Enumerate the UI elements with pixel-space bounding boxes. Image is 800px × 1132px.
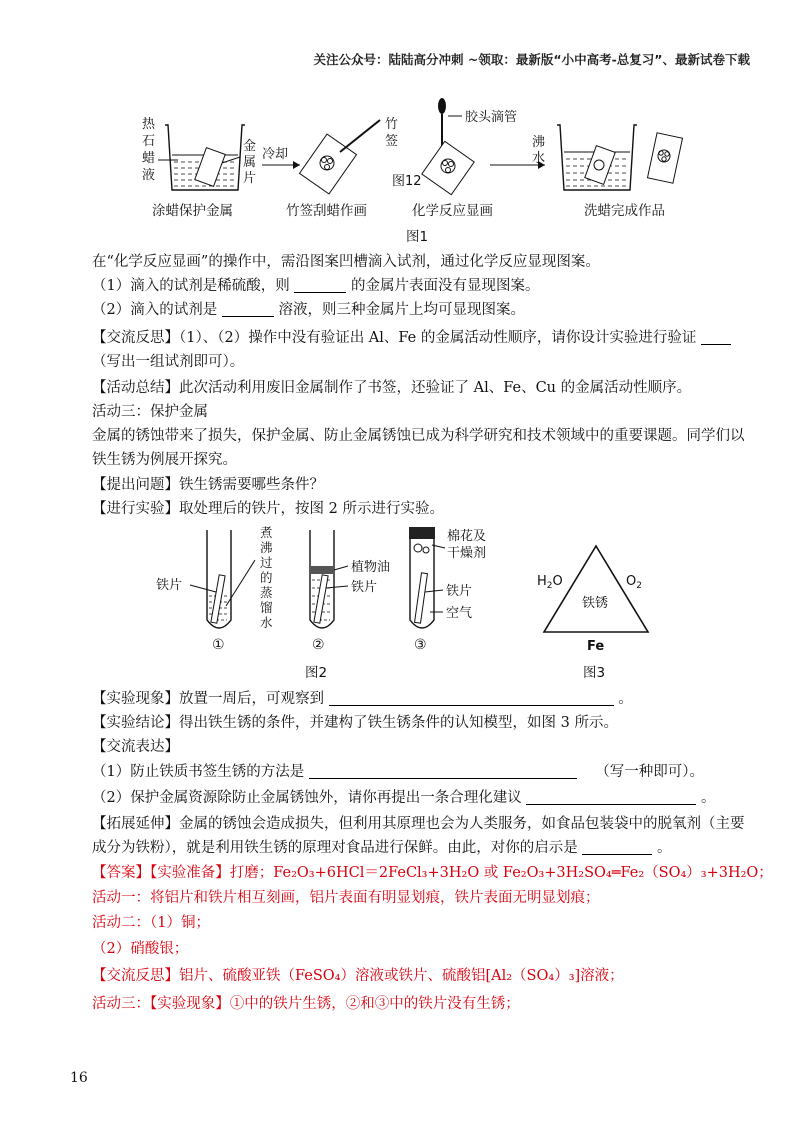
answer-5: 【交流反思】铝片、硫酸亚铁（FeSO₄）溶液或铁片、硫酸铝[Al₂（SO₄）₃]溶液；	[92, 968, 624, 984]
step-4: 洗蜡完成作品	[584, 203, 665, 219]
answer-4: （2）硝酸银；	[92, 941, 189, 957]
line-4: 【交流反思】（1）、（2）操作中没有验证出 Al、Fe 的金属活动性顺序，请你设计实验进行验证	[92, 326, 742, 350]
oil-label: 植物油	[351, 560, 391, 575]
line-10: 【提出问题】铁生锈需要哪些条件？	[92, 477, 324, 493]
blank-2	[294, 276, 346, 293]
boil-2: 水	[532, 151, 546, 166]
answer-3: 活动二：（1）铜；	[92, 915, 210, 931]
answer-2: 活动一：将铝片和铁片相互刻画，铝片表面有明显划痕，铁片表面无明显划痕；	[92, 890, 600, 906]
page-number: 16	[70, 1070, 88, 1086]
line-8: 金属的锈蚀带来了损失，保护金属、防止金属锈蚀已成为科学研究和技术领域中的重要课题。同学们以	[92, 428, 745, 444]
metal-3: 片	[243, 171, 257, 186]
stick-2: 签	[385, 134, 399, 149]
line-17: 【拓展延伸】金属的锈蚀会造成损失，但利用其原理也会为人类服务，如食品包装袋中的脱氧剂（主要	[92, 816, 745, 832]
hot-wax-4: 液	[142, 168, 156, 183]
blank-3	[222, 300, 274, 317]
h2o-o: O	[552, 574, 563, 589]
answer-6: 活动三：【实验现象】①中的铁片生锈，②和③中的铁片没有生锈；	[92, 996, 520, 1012]
h2o-h: H	[537, 574, 547, 589]
boiled-7: 水	[260, 615, 273, 630]
hot-wax-3: 蜡	[142, 151, 156, 166]
line-9: 铁生锈为例展开探究。	[92, 452, 237, 468]
blank-18	[582, 838, 652, 855]
boiled-6: 馏	[260, 600, 273, 615]
line-12: 【实验现象】放置一周后，可观察到 。	[92, 691, 633, 707]
blank-12	[329, 689, 614, 706]
boiled-2: 沸	[260, 540, 273, 555]
hot-wax-1: 热	[142, 117, 156, 132]
figure2	[156, 525, 486, 681]
fig2-iron-3: 铁片	[446, 584, 473, 599]
dropper-label: 胶头滴管	[465, 110, 518, 125]
svg-text:H2O	[537, 574, 563, 591]
step-1: 涂蜡保护金属	[152, 203, 233, 219]
figure2-caption: 图2	[305, 665, 328, 681]
answer-1: 【答案】【实验准备】打磨；Fe₂O₃+6HCl＝2FeCl₃+3H₂O 或 Fe₂O₃+3H₂SO₄═Fe₂（SO₄）₃+3H₂O；	[92, 865, 773, 881]
line-16: （2）保护金属资源除防止金属锈蚀外，请你再提出一条合理化建议 。	[92, 790, 716, 806]
h2o-sub: 2	[546, 581, 553, 591]
blank-16	[526, 788, 696, 805]
step-2: 竹签刮蜡作画	[286, 203, 367, 219]
air-label: 空气	[446, 606, 473, 621]
line-13: 【实验结论】得出铁生锈的条件，并建构了铁生锈条件的认知模型，如图 3 所示。	[92, 715, 618, 731]
line-18: 成分为铁粉），就是利用铁生锈的原理对食品进行保鲜。由此，对你的启示是 。	[92, 840, 672, 856]
figure1-caption: 图1	[406, 229, 429, 245]
page-header: 关注公众号：陆陆高分冲刺 ~领取：最新版“小中高考-总复习”、最新试卷下载	[313, 52, 750, 67]
line-11: 【进行实验】取处理后的铁片，按图 2 所示进行实验。	[92, 501, 444, 517]
tube-2-num: ②	[312, 637, 325, 653]
tube-3-num: ③	[414, 637, 427, 653]
line-3: （2）滴入的试剂是 溶液，则三种金属片上均可显现图案。	[92, 302, 525, 318]
line-7: 活动三：保护金属	[92, 404, 208, 420]
rust-label: 铁锈	[582, 596, 609, 611]
step-3: 化学反应显画	[412, 203, 493, 219]
metal-2: 属	[243, 155, 257, 170]
cotton-label: 棉花及	[447, 529, 487, 544]
fig12-label: 图12	[392, 174, 422, 189]
line-2: （1）滴入的试剂是稀硫酸，则 的金属片表面没有显现图案。	[92, 278, 540, 294]
figure3-caption: 图3	[583, 665, 606, 681]
boiled-5: 蒸	[260, 585, 273, 600]
fig2-iron-2: 铁片	[351, 580, 378, 595]
metal-1: 金	[243, 139, 257, 154]
line-6: 【活动总结】此次活动利用废旧金属制作了书签，还验证了 Al、Fe、Cu 的金属活动性顺序。	[92, 380, 692, 396]
figure1	[142, 98, 682, 245]
blank-4	[701, 328, 731, 345]
line-5: （写出一组试剂即可）。	[92, 354, 245, 370]
cool-label: 冷却	[262, 147, 289, 162]
boiled-4: 的	[260, 570, 273, 585]
line-1: 在“化学反应显画”的操作中，需沿图案凹槽滴入试剂，通过化学反应显现图案。	[92, 254, 600, 270]
boiled-3: 过	[260, 555, 273, 570]
hot-wax-2: 石	[142, 134, 156, 149]
o2-sub: 2	[636, 581, 642, 591]
blank-15	[309, 762, 577, 779]
tube-1-num: ①	[212, 637, 225, 653]
desiccant-label: 干燥剂	[447, 546, 487, 561]
fe-label: Fe	[587, 639, 605, 654]
stick-1: 竹	[385, 117, 399, 132]
boil-1: 沸	[532, 135, 546, 150]
line-15: （1）防止铁质书签生锈的方法是 （写一种即可）。	[92, 764, 705, 780]
line-14: 【交流表达】	[92, 739, 179, 755]
figure3	[537, 546, 648, 681]
o2-o: O	[626, 574, 637, 589]
fig2-iron-1: 铁片	[156, 578, 183, 593]
boiled-1: 煮	[260, 525, 273, 540]
svg-text:O2	[626, 574, 642, 591]
